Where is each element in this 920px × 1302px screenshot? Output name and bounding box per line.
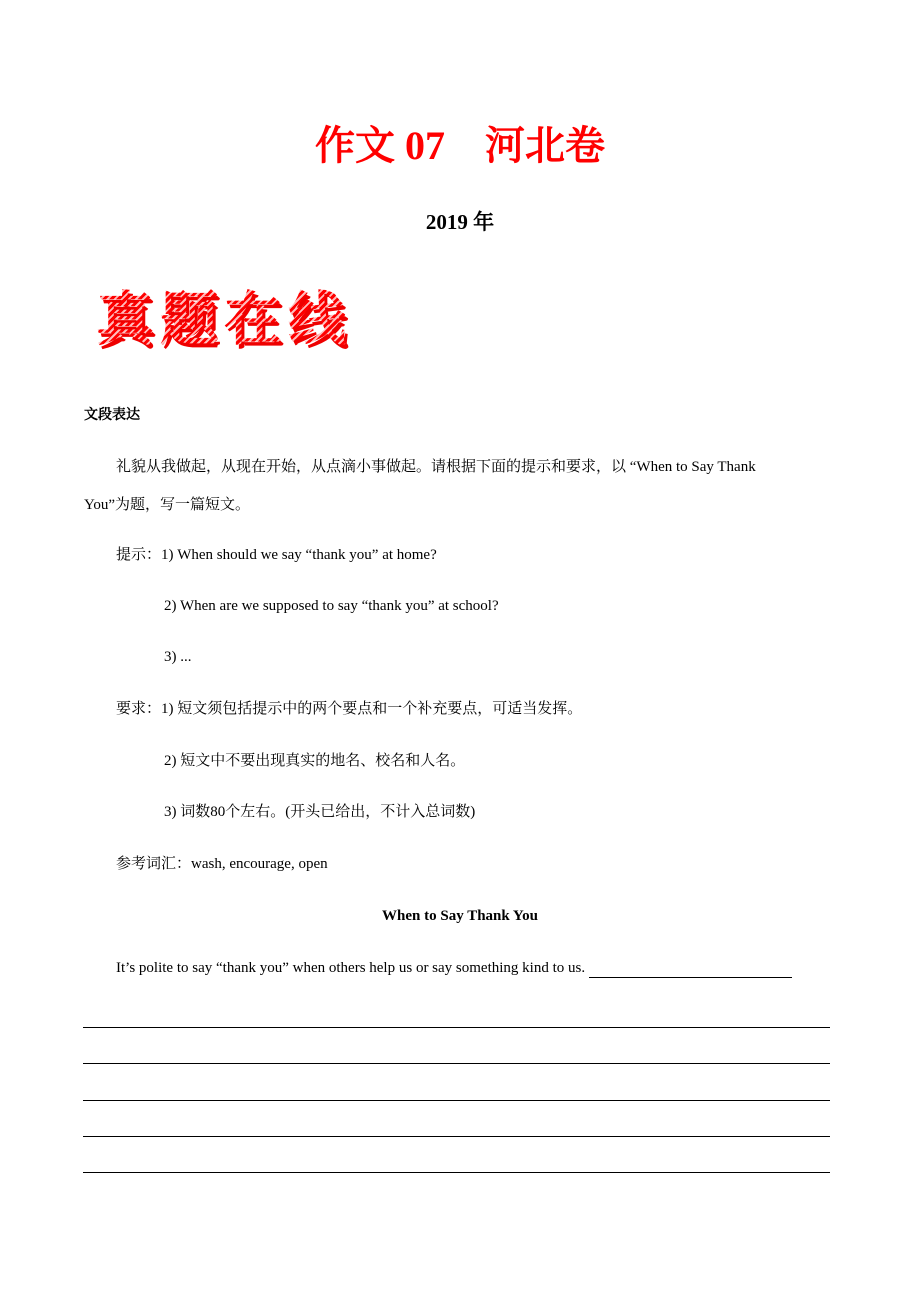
requirement-1: 要求：1) 短文须包括提示中的两个要点和一个补充要点，可适当发挥。 — [116, 701, 583, 717]
hint-1: 提示：1) When should we say “thank you” at home? — [116, 547, 437, 563]
intro-line-1: 礼貌从我做起，从现在开始，从点滴小事做起。请根据下面的提示和要求，以 “When to Say Thank — [116, 459, 756, 475]
answer-blank[interactable] — [589, 961, 792, 978]
intro-line-2: You”为题，写一篇短文。 — [84, 497, 250, 513]
essay-opening: It’s polite to say “thank you” when others help us or say something kind to us. — [116, 958, 792, 978]
answer-line[interactable] — [83, 1063, 830, 1064]
year-subtitle: 2019 年 — [425, 210, 495, 234]
reference-vocab: 参考词汇：wash, encourage, open — [116, 856, 328, 872]
requirement-2: 2) 短文中不要出现真实的地名、校名和人名。 — [164, 753, 466, 769]
answer-line[interactable] — [83, 1172, 830, 1173]
document-title: 作文 07 河北卷 — [315, 123, 605, 168]
hint-2: 2) When are we supposed to say “thank you” at school? — [164, 598, 499, 614]
answer-line[interactable] — [83, 1136, 830, 1137]
requirement-3: 3) 词数80个左右。(开头已给出，不计入总词数) — [164, 804, 476, 820]
essay-title: When to Say Thank You — [382, 908, 538, 924]
hint-3: 3) ... — [164, 649, 192, 665]
answer-line[interactable] — [83, 1027, 830, 1028]
section-heading: 文段表达 — [84, 407, 140, 423]
answer-line[interactable] — [83, 1100, 830, 1101]
logo-banner: 真题在线 — [96, 285, 353, 353]
